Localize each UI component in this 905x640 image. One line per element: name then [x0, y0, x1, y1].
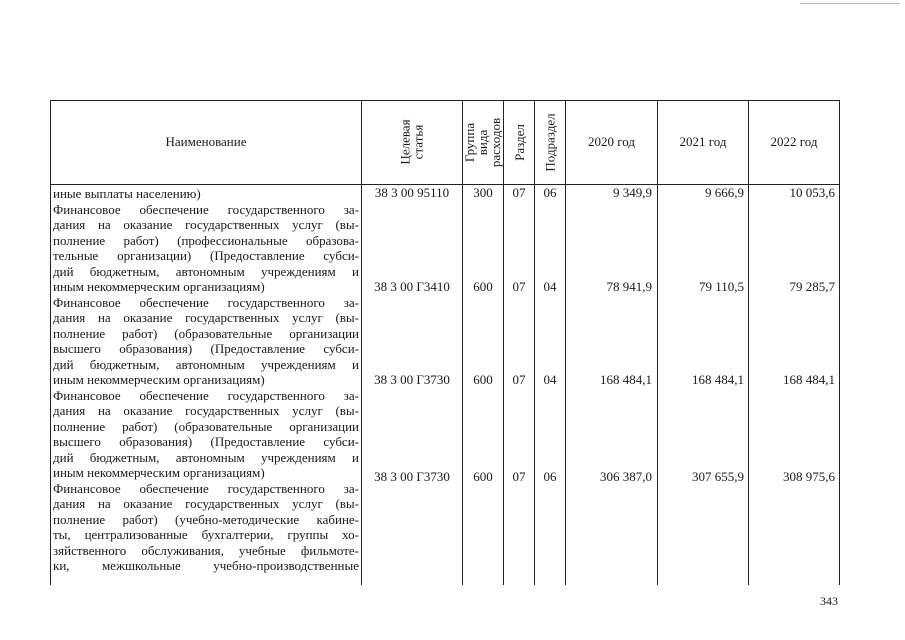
header-name: Наименование	[165, 134, 247, 149]
name-column	[53, 186, 359, 574]
cell-section: 07	[512, 372, 526, 387]
header-group	[463, 100, 503, 184]
header-section	[504, 100, 534, 184]
name-line: дания на оказание государственных услуг (вы-	[53, 403, 359, 418]
cell-group: 600	[473, 469, 493, 484]
cell-2021: 79 110,5	[698, 279, 744, 294]
name-line: Финансовое обеспечение государственного за-	[53, 480, 359, 496]
cell-subsection: 04	[543, 372, 557, 387]
name-line: дания на оказание государственных услуг (вы-	[53, 496, 359, 511]
name-line: полнение работ) (образовательные организации	[53, 325, 359, 341]
name-line: зяйственного обслуживания, учебные фильмоте-	[53, 542, 359, 558]
name-line: высшего образования) (Предоставление субси-	[53, 341, 359, 356]
page-number: 343	[820, 594, 838, 608]
header-group-label: Группа вида расходов	[462, 117, 504, 167]
cell-2022: 10 053,6	[789, 185, 835, 200]
header-target	[362, 100, 462, 184]
budget-table	[50, 100, 840, 585]
cell-group: 600	[473, 279, 493, 294]
cell-group: 600	[473, 372, 493, 387]
cell-2022: 168 484,1	[783, 372, 835, 387]
header-target-label: Целевая статья	[397, 119, 426, 165]
header-2020: 2020 год	[588, 134, 635, 149]
cell-target: 38 3 00 Г3730	[374, 469, 450, 484]
name-line: ки, межшкольные учебно-производственные	[53, 558, 359, 573]
cell-group: 300	[473, 185, 493, 200]
header-subsection	[535, 100, 565, 184]
name-line: полнение работ) (учебно-методические кабине-	[53, 511, 359, 527]
name-line: дания на оказание государственных услуг (вы-	[53, 310, 359, 325]
cell-2022: 308 975,6	[783, 469, 835, 484]
name-line: полнение работ) (образовательные организации	[53, 418, 359, 434]
name-line: высшего образования) (Предоставление субси-	[53, 434, 359, 449]
cell-2020: 78 941,9	[606, 279, 652, 294]
name-line: Финансовое обеспечение государственного за-	[53, 201, 359, 217]
cell-section: 07	[512, 279, 526, 294]
cell-target: 38 3 00 95110	[374, 185, 450, 200]
cell-2020: 168 484,1	[600, 372, 652, 387]
name-line: иным некоммерческим организациям)	[53, 279, 265, 294]
cell-target: 38 3 00 Г3410	[374, 279, 450, 294]
cell-2020: 9 349,9	[613, 185, 652, 200]
header-2022: 2022 год	[770, 134, 818, 149]
name-line: ты, централизованные бухгалтерии, группы хо-	[53, 527, 359, 542]
name-line: Финансовое обеспечение государственного за-	[53, 294, 359, 310]
top-rule	[800, 3, 900, 4]
name-line: дий бюджетным, автономным учреждениям и	[53, 356, 359, 372]
cell-2021: 168 484,1	[692, 372, 744, 387]
header-subsection-label: Подраздел	[542, 112, 558, 172]
name-line: иным некоммерческим организациям)	[53, 372, 265, 387]
header-2021: 2021 год	[679, 134, 727, 149]
name-line: полнение работ) (профессиональные образова-	[53, 232, 359, 248]
name-line: дания на оказание государственных услуг (вы-	[53, 217, 359, 232]
cell-2021: 9 666,9	[705, 185, 744, 200]
name-line: дий бюджетным, автономным учреждениям и	[53, 263, 359, 279]
header-section-label: Раздел	[511, 123, 527, 161]
name-line: дий бюджетным, автономным учреждениям и	[53, 449, 359, 465]
name-line: Финансовое обеспечение государственного за-	[53, 387, 359, 403]
cell-subsection: 04	[543, 279, 557, 294]
cell-section: 07	[512, 469, 526, 484]
cell-2022: 79 285,7	[789, 279, 835, 294]
cell-subsection: 06	[543, 469, 557, 484]
name-line: тельные организации) (Предоставление субси-	[53, 248, 359, 263]
cell-2021: 307 655,9	[692, 469, 744, 484]
cell-subsection: 06	[543, 185, 557, 200]
cell-target: 38 3 00 Г3730	[374, 372, 450, 387]
cell-section: 07	[512, 185, 526, 200]
name-line: иные выплаты населению)	[53, 186, 201, 201]
name-line: иным некоммерческим организациям)	[53, 465, 265, 480]
grid-line	[839, 100, 840, 585]
cell-2020: 306 387,0	[600, 469, 652, 484]
